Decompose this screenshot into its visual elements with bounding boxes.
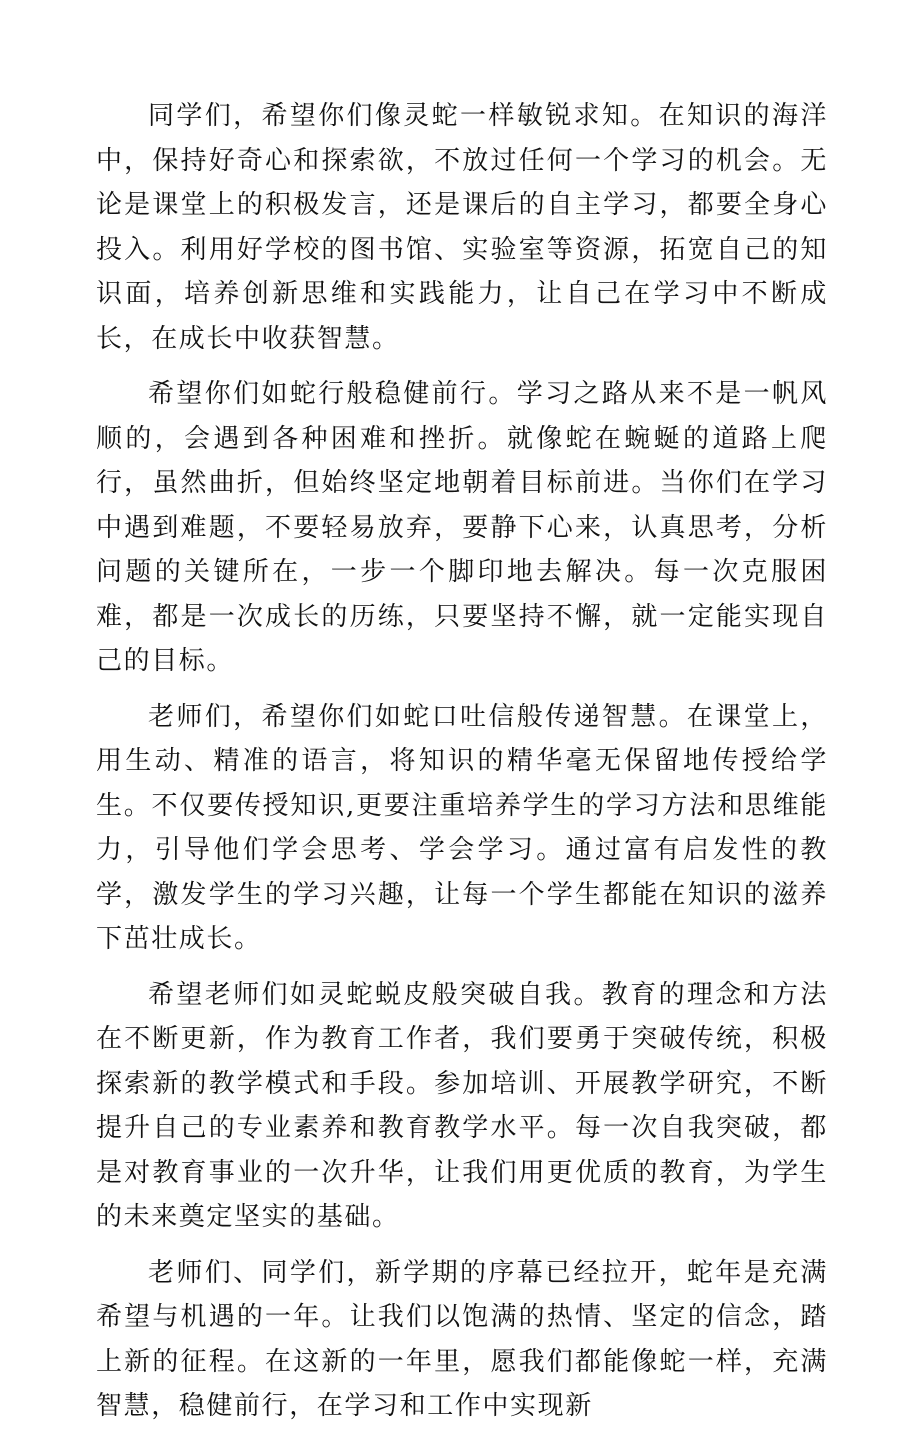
paragraph-students-knowledge: 同学们，希望你们像灵蛇一样敏锐求知。在知识的海洋中，保持好奇心和探索欲，不放过任何一个学习的机会。无论是课堂上的积极发言，还是课后的自主学习，都要全身心投入。利用好学校的图书馆、实验室等资源，拓宽自己的知识面，培养创新思维和实践能力，让自己在学习中不断成长，在成长中收获智慧。: [96, 101, 828, 354]
paragraph-teachers-wisdom: 老师们，希望你们如蛇口吐信般传递智慧。在课堂上，用生动、精准的语言，将知识的精华毫无保留地传授给学生。不仅要传授知识,更要注重培养学生的学习方法和思维能力，引导他们学会思考、学会学习。通过富有启发性的教学，激发学生的学习兴趣，让每一个学生都能在知识的滋养下茁壮成长。: [96, 701, 828, 954]
paragraph-teachers-growth: 希望老师们如灵蛇蜕皮般突破自我。教育的理念和方法在不断更新，作为教育工作者，我们要勇于突破传统，积极探索新的教学模式和手段。参加培训、开展教学研究，不断提升自己的专业素养和教育教学水平。每一次自我突破，都是对教育事业的一次升华，让我们用更优质的教育，为学生的未来奠定坚实的基础。: [96, 979, 828, 1232]
paragraph-closing: 老师们、同学们，新学期的序幕已经拉开，蛇年是充满希望与机遇的一年。让我们以饱满的热情、坚定的信念，踏上新的征程。在这新的一年里，愿我们都能像蛇一样，充满智慧，稳健前行，在学习和工作中实现新: [96, 1257, 828, 1421]
paragraph-students-perseverance: 希望你们如蛇行般稳健前行。学习之路从来不是一帆风顺的，会遇到各种困难和挫折。就像蛇在蜿蜒的道路上爬行，虽然曲折，但始终坚定地朝着目标前进。当你们在学习中遇到难题，不要轻易放弃，要静下心来，认真思考，分析问题的关键所在，一步一个脚印地去解决。每一次克服困难，都是一次成长的历练，只要坚持不懈，就一定能实现自己的目标。: [96, 379, 828, 676]
document-body: [96, 94, 828, 1440]
